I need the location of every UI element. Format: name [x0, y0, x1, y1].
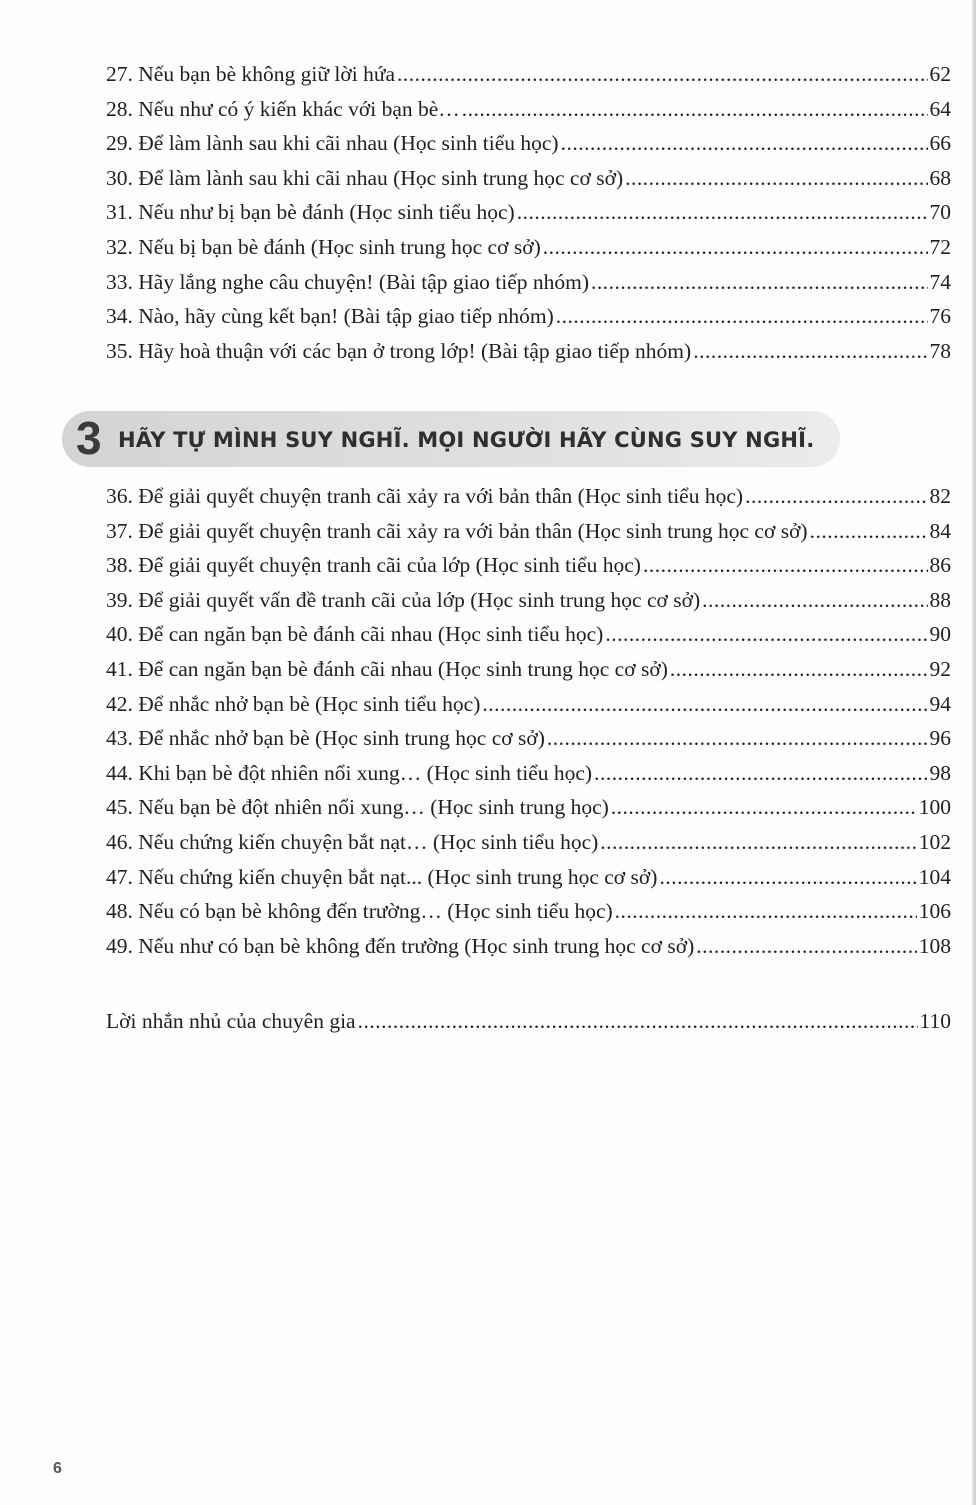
- toc-entry-page: 106: [918, 899, 951, 924]
- toc-entry: [106, 514, 951, 549]
- toc-entry-title: 31. Nếu như bị bạn bè đánh (Học sinh tiểu học): [106, 200, 515, 225]
- dot-leader: [615, 894, 917, 929]
- toc-entry-title: 48. Nếu có bạn bè không đến trường… (Học sinh tiểu học): [106, 899, 613, 924]
- dot-leader: [482, 687, 927, 722]
- dot-leader: [745, 479, 927, 514]
- toc-entry: [106, 126, 951, 161]
- toc-entry: [106, 860, 951, 895]
- toc-entry-title: 34. Nào, hãy cùng kết bạn! (Bài tập giao tiếp nhóm): [106, 304, 554, 329]
- toc-entry-page: 76: [929, 304, 951, 329]
- dot-leader: [643, 548, 928, 583]
- toc-entry-title: 35. Hãy hoà thuận với các bạn ở trong lớp! (Bài tập giao tiếp nhóm): [106, 338, 692, 363]
- toc-entry-title: 44. Khi bạn bè đột nhiên nổi xung… (Học sinh tiểu học): [106, 760, 593, 785]
- toc-list-section-3: [106, 479, 951, 963]
- toc-entry-page: 94: [929, 691, 951, 716]
- toc-entry-page: 100: [918, 795, 951, 820]
- dot-leader: [810, 514, 928, 549]
- toc-entry-page: 90: [929, 622, 951, 647]
- toc-entry-page: 96: [929, 726, 951, 751]
- toc-entry-page: 64: [929, 96, 951, 121]
- toc-entry-page: 62: [929, 62, 951, 86]
- toc-entry: [106, 265, 951, 300]
- toc-entry-title: 41. Để can ngăn bạn bè đánh cãi nhau (Học sinh trung học cơ sở): [106, 656, 668, 681]
- dot-leader: [397, 57, 927, 92]
- dot-leader: [600, 825, 916, 860]
- dot-leader: [605, 617, 927, 652]
- toc-entry: [106, 756, 951, 791]
- toc-entry-title: 47. Nếu chứng kiến chuyện bắt nạt... (Học sinh trung học cơ sở): [106, 864, 658, 889]
- toc-entry-page: 78: [929, 338, 951, 363]
- toc-entry: [106, 894, 951, 929]
- toc-entry-title: 43. Để nhắc nhở bạn bè (Học sinh trung học cơ sở): [106, 726, 545, 751]
- toc-entry: [106, 790, 951, 825]
- toc-entry-title: 39. Để giải quyết vấn đề tranh cãi của lớp (Học sinh trung học cơ sở): [106, 587, 701, 612]
- toc-entry-page: 102: [918, 829, 951, 854]
- toc-entry-page: 108: [918, 933, 951, 958]
- section-number: 3: [76, 412, 102, 464]
- toc-entry-title: 36. Để giải quyết chuyện tranh cãi xảy ra với bản thân (Học sinh tiểu học): [106, 484, 744, 508]
- toc-entry: [106, 161, 951, 196]
- toc-entry-title: 30. Để làm lành sau khi cãi nhau (Học sinh trung học cơ sở): [106, 165, 624, 190]
- dot-leader: [702, 583, 927, 618]
- toc-entry: [106, 583, 951, 618]
- dot-leader: [611, 790, 917, 825]
- page-number: 6: [53, 1460, 62, 1477]
- toc-entry-page: 74: [929, 269, 951, 294]
- dot-leader: [696, 929, 917, 964]
- toc-entry-page: 68: [929, 165, 951, 190]
- toc-entry: [106, 299, 951, 334]
- dot-leader: [594, 756, 927, 791]
- toc-entry-title: 27. Nếu bạn bè không giữ lời hứa: [106, 62, 396, 86]
- dot-leader: [670, 652, 928, 687]
- toc-closing: [106, 1004, 951, 1039]
- toc-entry: [106, 230, 951, 265]
- dot-leader: [591, 265, 927, 300]
- toc-entry-title: 28. Nếu như có ý kiến khác với bạn bè…: [106, 96, 460, 121]
- toc-entry-title: 49. Nếu như có bạn bè không đến trường (Học sinh trung học cơ sở): [106, 933, 695, 958]
- dot-leader: [625, 161, 927, 196]
- toc-entry-page: 92: [929, 656, 951, 681]
- toc-entry: [106, 479, 951, 514]
- toc-entry-page: 86: [929, 553, 951, 578]
- toc-entry-title: 37. Để giải quyết chuyện tranh cãi xảy ra với bản thân (Học sinh trung học cơ sở): [106, 518, 808, 543]
- dot-leader: [556, 299, 928, 334]
- toc-entry-expert-message: [106, 1004, 951, 1039]
- toc-entry: [106, 617, 951, 652]
- toc-entry-page: 110: [919, 1009, 951, 1033]
- dot-leader: [659, 860, 916, 895]
- toc-entry: [106, 825, 951, 860]
- dot-leader: [462, 92, 928, 127]
- toc-entry-page: 104: [918, 864, 951, 889]
- toc-entry: [106, 92, 951, 127]
- toc-entry-title: 45. Nếu bạn bè đột nhiên nổi xung… (Học sinh trung học): [106, 795, 609, 820]
- toc-entry-title: 33. Hãy lắng nghe câu chuyện! (Bài tập giao tiếp nhóm): [106, 269, 590, 294]
- toc-entry-page: 70: [929, 200, 951, 225]
- toc-entry: [106, 721, 951, 756]
- toc-entry-page: 66: [929, 131, 951, 156]
- toc-entry: [106, 687, 951, 722]
- toc-entry-title: 38. Để giải quyết chuyện tranh cãi của lớp (Học sinh tiểu học): [106, 553, 641, 578]
- dot-leader: [693, 334, 927, 369]
- toc-entry: [106, 57, 951, 92]
- section-title: HÃY TỰ MÌNH SUY NGHĨ. MỌI NGƯỜI HÃY CÙNG SUY NGHĨ.: [118, 428, 815, 452]
- toc-entry: [106, 334, 951, 369]
- toc-entry-title: 42. Để nhắc nhở bạn bè (Học sinh tiểu học): [106, 691, 481, 716]
- toc-entry: [106, 652, 951, 687]
- toc-entry-page: 88: [929, 587, 951, 612]
- dot-leader: [517, 195, 928, 230]
- toc-entry-title: Lời nhắn nhủ của chuyên gia: [106, 1009, 356, 1033]
- toc-entry-page: 98: [929, 760, 951, 785]
- toc-entry: [106, 195, 951, 230]
- toc-entry-page: 84: [929, 518, 951, 543]
- scan-edge: [972, 0, 976, 1505]
- toc-entry: [106, 929, 951, 964]
- toc-entry: [106, 548, 951, 583]
- toc-entry-title: 46. Nếu chứng kiến chuyện bắt nạt… (Học sinh tiểu học): [106, 829, 599, 854]
- toc-entry-title: 40. Để can ngăn bạn bè đánh cãi nhau (Học sinh tiểu học): [106, 622, 604, 647]
- dot-leader: [543, 230, 928, 265]
- toc-entry-page: 72: [929, 234, 951, 259]
- dot-leader: [547, 721, 928, 756]
- toc-entry-title: 29. Để làm lành sau khi cãi nhau (Học sinh tiểu học): [106, 131, 559, 156]
- toc-entry-title: 32. Nếu bị bạn bè đánh (Học sinh trung học cơ sở): [106, 234, 541, 259]
- section-3-banner: [62, 411, 840, 467]
- dot-leader: [358, 1004, 918, 1039]
- dot-leader: [561, 126, 928, 161]
- toc-entry-page: 82: [929, 484, 951, 508]
- toc-list-section-2: [106, 57, 951, 368]
